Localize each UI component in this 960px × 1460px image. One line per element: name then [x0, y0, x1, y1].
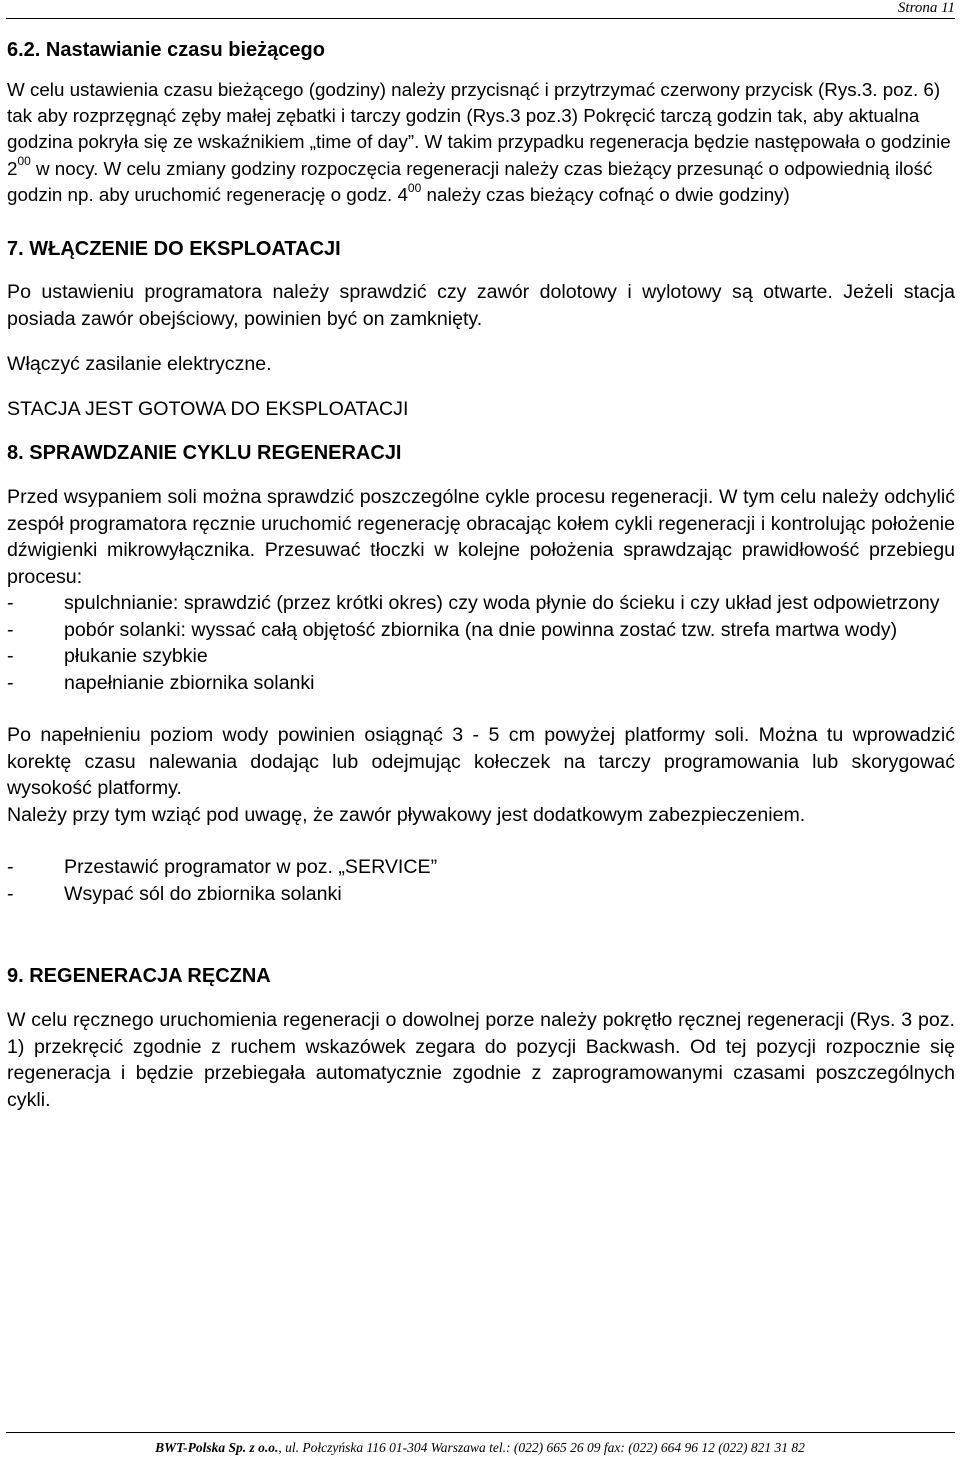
section-7-paragraph-2: Włączyć zasilanie elektryczne. [7, 353, 272, 376]
list-item: - napełnianie zbiornika solanki [7, 671, 315, 694]
section-8-title: 8. SPRAWDZANIE CYKLU REGENERACJI [7, 442, 402, 465]
section-6-2-title: 6.2. Nastawianie czasu bieżącego [7, 39, 325, 61]
section-8-paragraph-3: Należy przy tym wziąć pod uwagę, że zawór pływakowy jest dodatkowym zabezpieczeniem. [7, 803, 806, 826]
footer-rule [6, 1432, 955, 1433]
list-item: - spulchnianie: sprawdzić (przez krótki okres) czy woda płynie do ścieku i czy układ jest odpowietrzony [7, 592, 940, 615]
section-6-2-text-c: należy czas bieżący cofnąć o dwie godziny) [421, 183, 790, 205]
page-footer [0, 1440, 960, 1456]
footer-company: BWT-Polska Sp. z o.o. [155, 1440, 279, 1455]
section-7-paragraph-1: Po ustawieniu programatora należy sprawdzić czy zawór dolotowy i wylotowy są otwarte. Jeżeli stacja posiada zawór obejściowy, powinien być on zamknięty. [7, 281, 955, 330]
list-item: - płukanie szybkie [7, 645, 208, 668]
superscript-hours-2: 00 [407, 180, 422, 195]
list-item: - Przestawić programator w poz. „SERVICE” [7, 856, 438, 879]
section-6-2-text-b: w nocy. W celu zmiany godziny rozpoczęcia regeneracji należy czas bieżący przesunąć o odpowiednią ilość godzin np. aby uruchomić regenerację o godz. 4 [7, 157, 933, 205]
section-8-paragraph-1: Przed wsypaniem soli można sprawdzić poszczególne cykle procesu regeneracji. W tym celu należy odchylić zespół programatora ręcznie uruchomić regenerację obracając kołem cykli regeneracji i kontrolując położenie dźwigienki mikrowyłącznika. Przesuwać tłoczki w kolejne położenia sprawdzając prawidłowość przebiegu procesu: [7, 486, 955, 588]
header-rule [6, 18, 955, 19]
section-7-title: 7. WŁĄCZENIE DO EKSPLOATACJI [7, 238, 341, 261]
section-7-paragraph-3: STACJA JEST GOTOWA DO EKSPLOATACJI [7, 397, 409, 420]
page-content [7, 37, 955, 1113]
page-number: Strona 11 [897, 0, 955, 16]
superscript-hours: 00 [17, 154, 31, 169]
footer-address: , ul. Połczyńska 116 01-304 Warszawa tel.: (022) 665 26 09 fax: (022) 664 96 12 (022) 821 31 82 [278, 1440, 805, 1455]
section-8-final-steps [7, 854, 955, 907]
section-6-2-text-a: W celu ustawienia czasu bieżącego (godziny) należy przycisnąć i przytrzymać czerwony przycisk (Rys.3. poz. 6) tak aby rozprzęgnąć zęby małej zębatki i tarczy godzin (Rys.3 poz.3) Pokręcić tarczą godzin tak, aby aktualna godzina pokryła się ze wskaźnikiem „time of day”. W takim przypadku regeneracja będzie następowała o godzinie 2 [7, 79, 951, 179]
section-9-title: 9. REGENERACJA RĘCZNA [7, 965, 271, 988]
section-9-paragraph-1: W celu ręcznego uruchomienia regeneracji o dowolnej porze należy pokrętło ręcznej regeneracji (Rys. 3 poz. 1) przekręcić zgodnie z ruchem wskazówek zegara do pozycji Backwash. Od tej pozycji rozpocznie się regeneracja i będzie przebiegała automatycznie zgodnie z zaprogramowanymi czasami poszczególnych cykli. [7, 1009, 955, 1111]
section-8-check-list [7, 590, 955, 696]
list-item: - Wsypać sól do zbiornika solanki [7, 882, 342, 905]
section-6-2-paragraph [7, 77, 955, 208]
list-item: - pobór solanki: wyssać całą objętość zbiornika (na dnie powinna zostać tzw. strefa martwa wody) [7, 618, 898, 641]
section-8-paragraph-2: Po napełnieniu poziom wody powinien osiągnąć 3 - 5 cm powyżej platformy soli. Można tu wprowadzić korektę czasu nalewania dodając lub odejmując kołeczek na tarczy programowania lub skorygować wysokość platformy. [7, 724, 955, 800]
